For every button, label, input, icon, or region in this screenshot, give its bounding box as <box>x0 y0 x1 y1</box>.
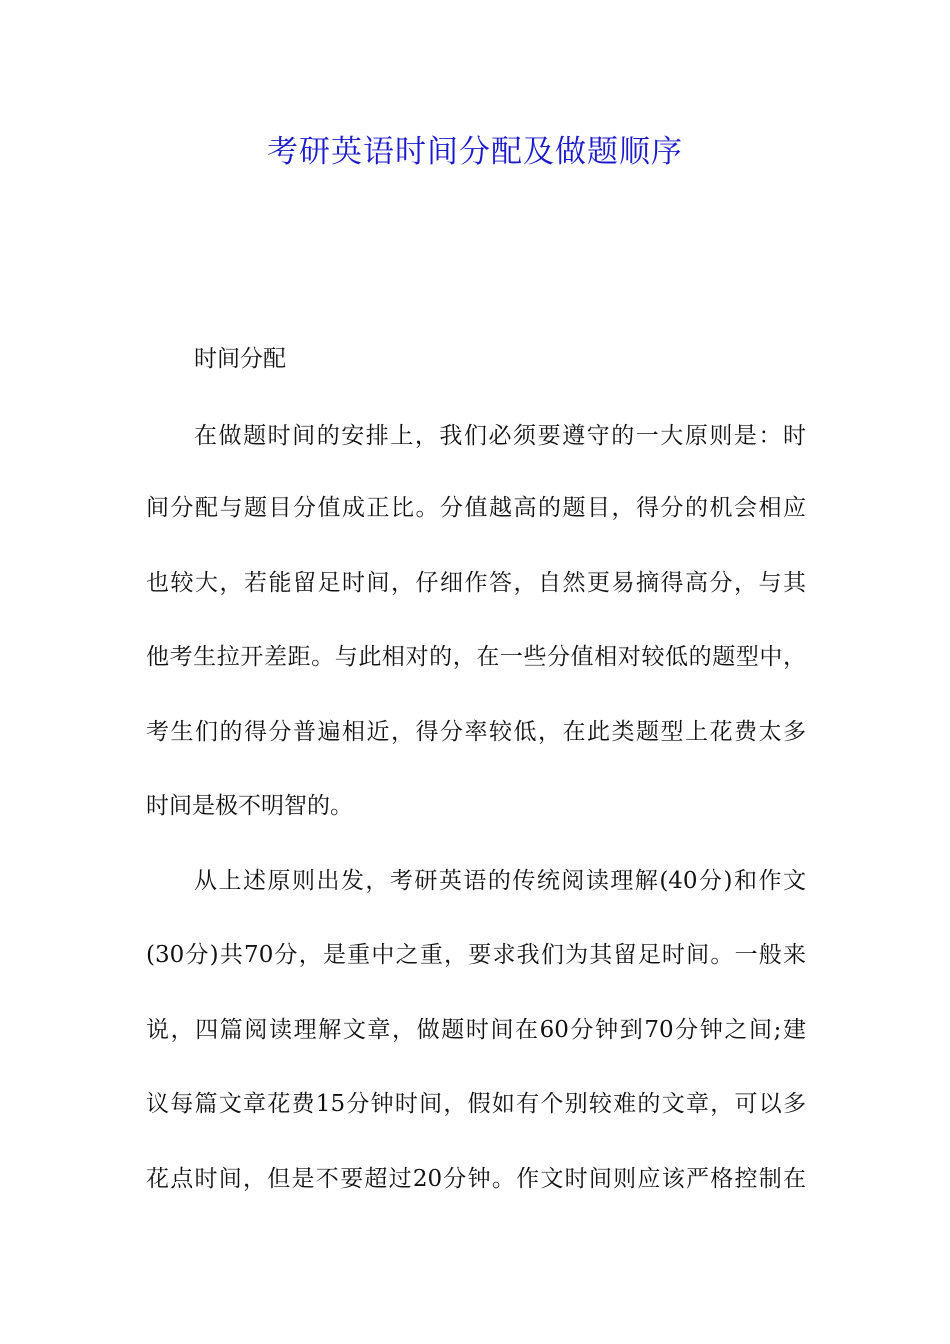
paragraph-line: 在做题时间的安排上，我们必须要遵守的一大原则是：时 <box>194 423 806 449</box>
paragraph-line: 考生们的得分普遍相近，得分率较低，在此类题型上花费太多 <box>146 719 806 745</box>
paragraph-line: (30分)共70分，是重中之重，要求我们为其留足时间。一般来 <box>146 942 806 968</box>
paragraph-line: 议每篇文章花费15分钟时间，假如有个别较难的文章，可以多 <box>146 1091 806 1117</box>
paragraph-line: 他考生拉开差距。与此相对的，在一些分值相对较低的题型中， <box>146 644 806 670</box>
paragraph-line: 花点时间，但是不要超过20分钟。作文时间则应该严格控制在 <box>146 1166 806 1192</box>
paragraph-line: 也较大，若能留足时间，仔细作答，自然更易摘得高分，与其 <box>146 570 806 596</box>
paragraph-line: 间分配与题目分值成正比。分值越高的题目，得分的机会相应 <box>146 495 806 521</box>
paragraph-line: 说，四篇阅读理解文章，做题时间在60分钟到70分钟之间;建 <box>146 1017 806 1043</box>
paragraph-line: 从上述原则出发，考研英语的传统阅读理解(40分)和作文 <box>194 868 806 894</box>
document-title: 考研英语时间分配及做题顺序 <box>267 134 683 170</box>
section-heading: 时间分配 <box>194 346 286 372</box>
paragraph-line: 时间是极不明智的。 <box>146 793 353 819</box>
